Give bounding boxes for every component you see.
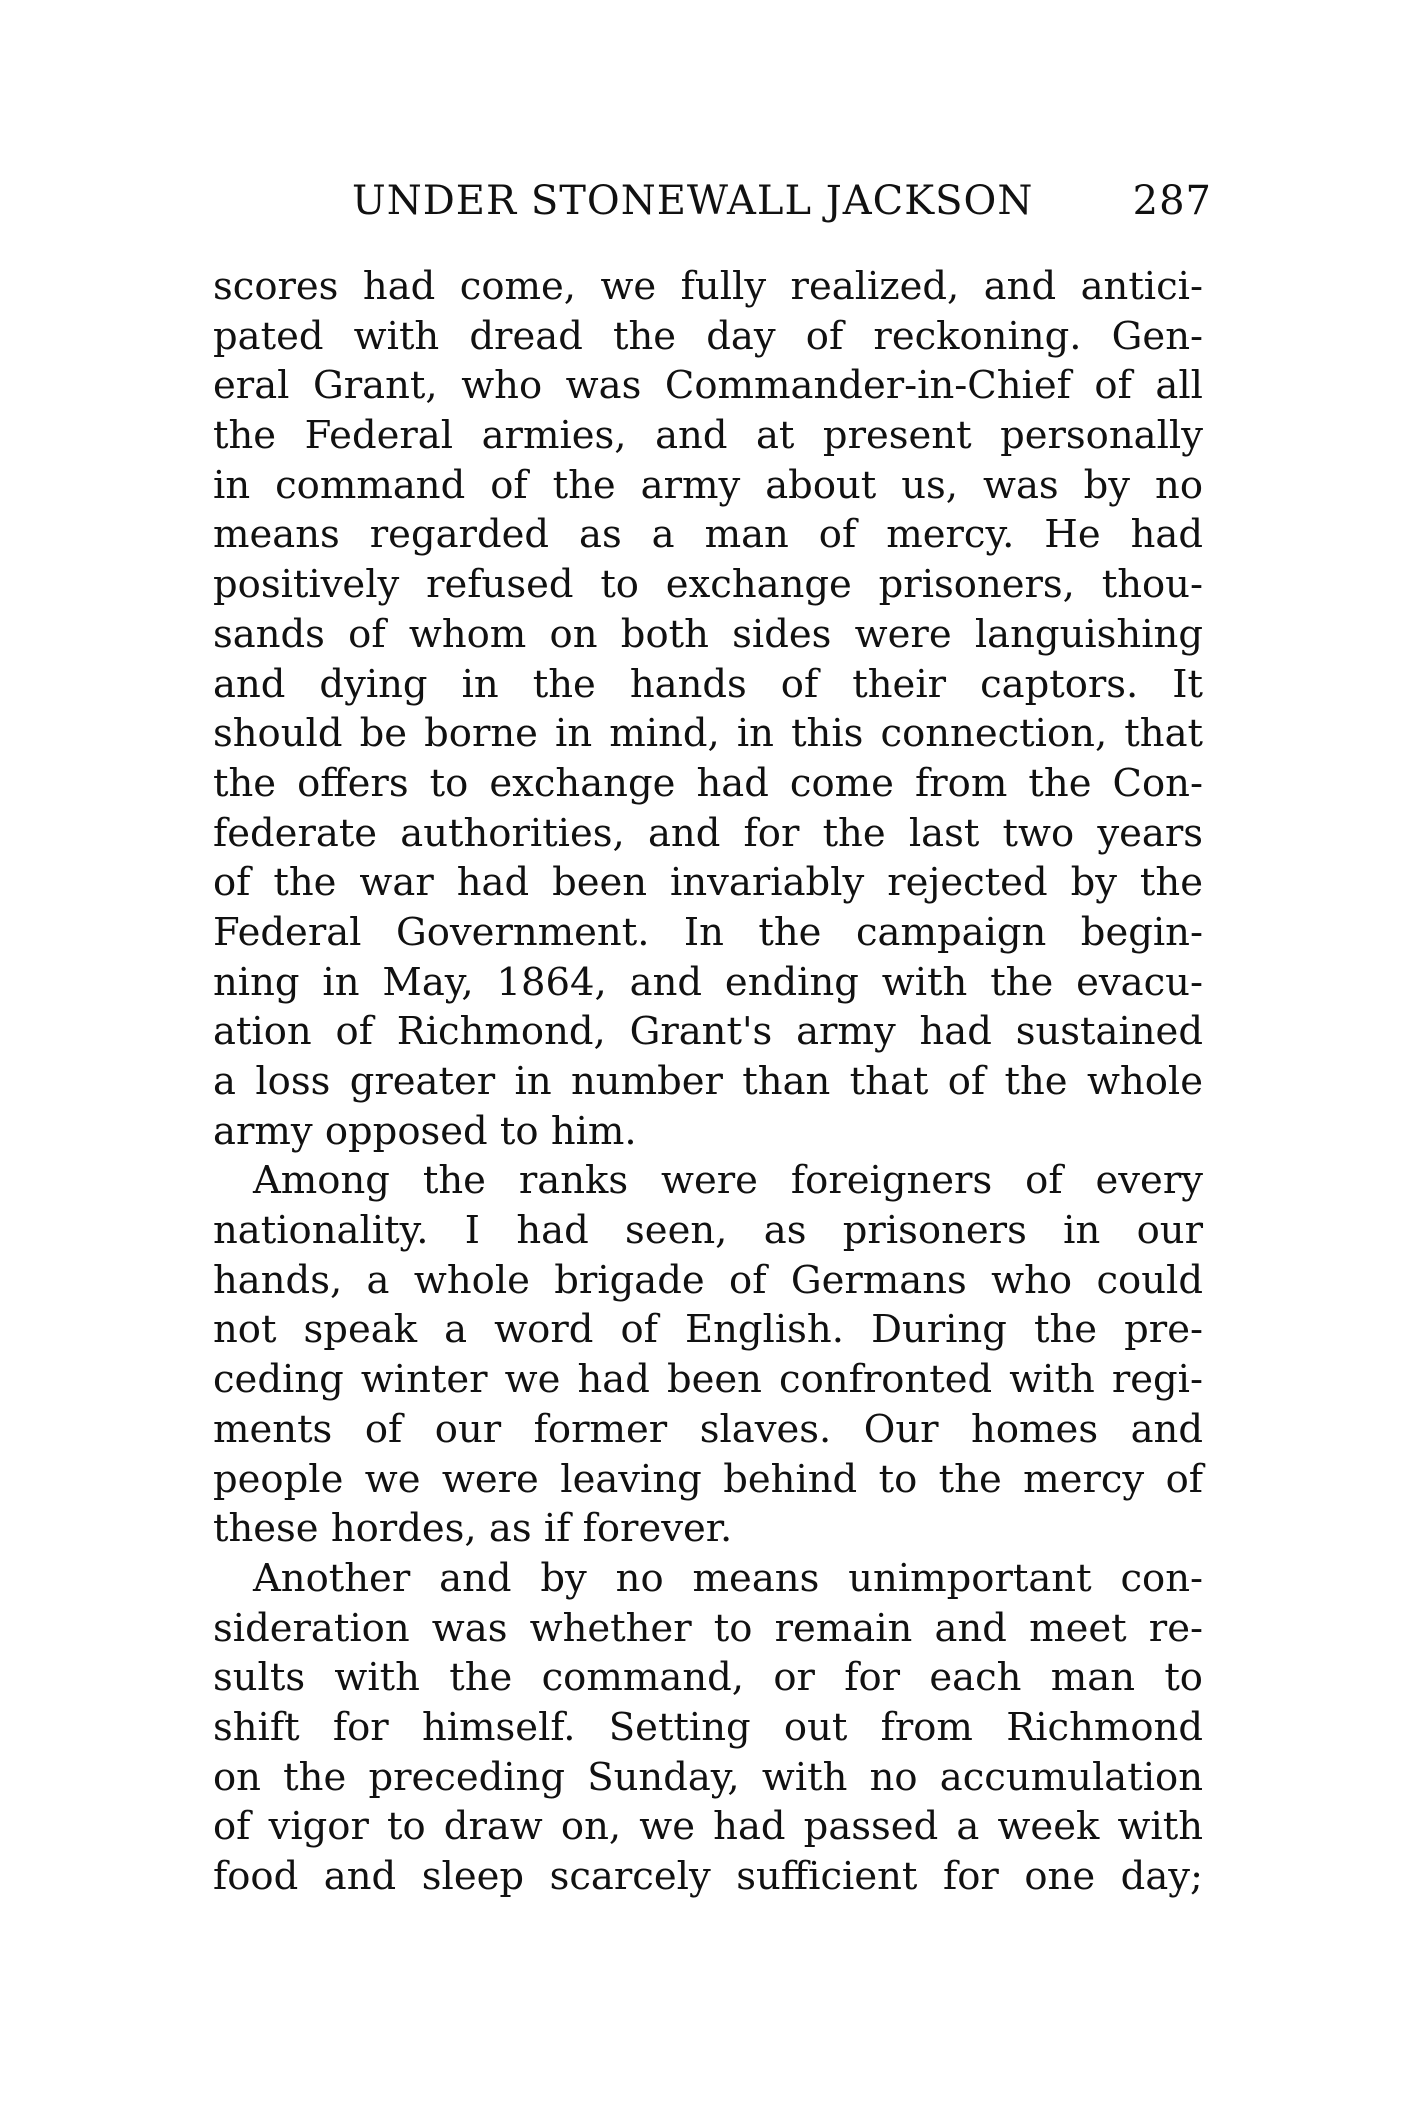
text-line: should be borne in mind, in this connection, that (213, 711, 1203, 757)
text-line: of the war had been invariably rejected by the (213, 860, 1203, 906)
text-line: ments of our former slaves. Our homes and (213, 1406, 1203, 1452)
text-line: a loss greater in number than that of the whole (213, 1059, 1203, 1104)
paragraph (213, 262, 1203, 1156)
text-line: of vigor to draw on, we had passed a week with (213, 1804, 1203, 1850)
text-line: scores had come, we fully realized, and antici- (213, 264, 1203, 309)
text-line: ceding winter we had been confronted with regi- (213, 1357, 1203, 1403)
text-line: hands, a whole brigade of Germans who could (213, 1257, 1203, 1303)
text-line: nationality. I had seen, as prisoners in our (213, 1208, 1203, 1254)
text-line: food and sleep scarcely sufficient for one day; (213, 1854, 1203, 1899)
text-line: sands of whom on both sides were languishing (213, 611, 1203, 657)
text-line: positively refused to exchange prisoners, thou- (213, 562, 1203, 608)
text-line: not speak a word of English. During the pre- (213, 1307, 1203, 1353)
text-line: the offers to exchange had come from the Con- (213, 760, 1203, 806)
text-line: in command of the army about us, was by no (213, 462, 1203, 508)
text-line: federate authorities, and for the last two years (213, 810, 1203, 856)
text-line: people we were leaving behind to the mercy of (213, 1456, 1203, 1502)
text-line: sideration was whether to remain and meet re- (213, 1605, 1203, 1651)
running-title: UNDER STONEWALL JACKSON (352, 178, 1034, 224)
text-line: ning in May, 1864, and ending with the evacu- (213, 959, 1203, 1005)
text-line: Another and by no means unimportant con- (253, 1555, 1203, 1601)
text-line: means regarded as a man of mercy. He had (213, 512, 1203, 558)
text-line: sults with the command, or for each man to (213, 1655, 1203, 1701)
text-line: on the preceding Sunday, with no accumulation (213, 1754, 1203, 1800)
text-line: shift for himself. Setting out from Richmond (213, 1704, 1203, 1750)
text-line: and dying in the hands of their captors. It (213, 661, 1203, 707)
text-line: these hordes, as if forever. (213, 1506, 733, 1552)
text-line: ation of Richmond, Grant's army had sustained (213, 1009, 1203, 1055)
page-number: 287 (1132, 178, 1212, 224)
text-line: pated with dread the day of reckoning. Gen- (213, 313, 1203, 359)
paragraph (213, 1554, 1203, 1902)
text-line: eral Grant, who was Commander-in-Chief of all (213, 363, 1203, 409)
text-line: army opposed to him. (213, 1108, 637, 1154)
body-text (213, 262, 1203, 1902)
text-line: Among the ranks were foreigners of every (253, 1158, 1203, 1204)
running-header (352, 178, 1212, 234)
text-line: Federal Government. In the campaign begin- (213, 909, 1203, 955)
paragraph (213, 1156, 1203, 1554)
text-line: the Federal armies, and at present personally (213, 413, 1203, 459)
